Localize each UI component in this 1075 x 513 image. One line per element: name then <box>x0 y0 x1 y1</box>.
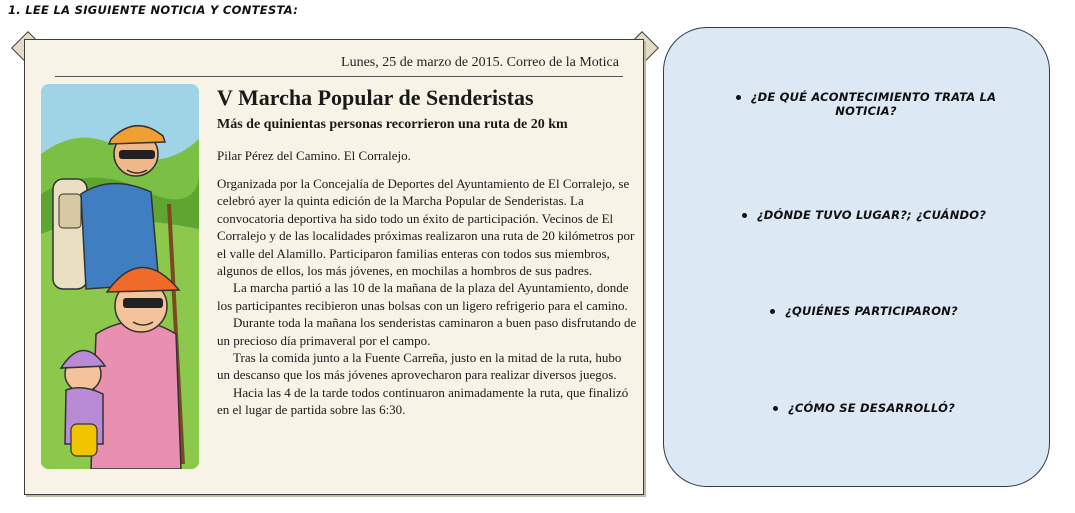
question-text: ¿CÓMO SE DESARROLLÓ? <box>787 401 956 415</box>
article-byline: Pilar Pérez del Camino. El Corralejo. <box>217 148 411 163</box>
article-paragraph: Durante toda la mañana los senderistas caminaron a buen paso disfrutando de un precioso día primaveral por el campo. <box>217 315 637 348</box>
question-item <box>704 401 1024 415</box>
article-paragraph: Tras la comida junto a la Fuente Carreña, justo en la mitad de la ruta, hubo un descanso que los más jóvenes aprovecharon para realizar diversos juegos. <box>217 350 622 383</box>
question-item <box>704 304 1024 318</box>
hikers-family-illustration <box>41 84 199 469</box>
article-paragraph: La marcha partió a las 10 de la mañana de la plaza del Ayuntamiento, donde los participantes recibieron unas bolsas con un ligero refrigerio para el camino. <box>217 280 629 313</box>
bullet-icon <box>770 309 775 314</box>
question-item <box>704 208 1024 222</box>
article-headline: V Marcha Popular de Senderistas <box>217 85 534 110</box>
bullet-icon <box>742 213 747 218</box>
question-text: ¿DE QUÉ ACONTECIMIENTO TRATA LA NOTICIA? <box>750 90 997 118</box>
newspaper-clipping <box>24 39 644 495</box>
news-article <box>217 84 637 419</box>
article-subheadline: Más de quinientas personas recorrieron una ruta de 20 km <box>217 117 568 132</box>
article-paragraph: Organizada por la Concejalía de Deportes del Ayuntamiento de El Corralejo, se celebró ayer la quinta edición de la Marcha Popular de Senderistas. La convocatoria deportiva ha sido todo un éxito de participación. Vecinos de El Corralejo y de las localidades próximas realizaron una ruta de 20 kilómetros por el valle del Alamillo. Participaron familias enteras con todos sus miembros, algunos de ellos, los más jóvenes, en mochilas a hombros de sus padres. <box>217 176 635 279</box>
article-paragraph: Hacia las 4 de la tarde todos continuaron animadamente la ruta, que finalizó en el lugar de partida sobre las 6:30. <box>217 384 629 418</box>
question-text: ¿DÓNDE TUVO LUGAR?; ¿CUÁNDO? <box>756 208 987 222</box>
exercise-instruction: 1. LEE LA SIGUIENTE NOTICIA Y CONTESTA: <box>8 3 299 17</box>
bullet-icon <box>773 406 778 411</box>
newspaper-dateline: Lunes, 25 de marzo de 2015. Correo de la Motica <box>341 55 619 70</box>
questions-panel <box>663 27 1050 487</box>
question-text: ¿QUIÉNES PARTICIPARON? <box>785 304 958 318</box>
bullet-icon <box>736 95 741 100</box>
article-body <box>217 175 637 419</box>
question-item <box>706 90 1026 118</box>
header-divider <box>55 76 623 77</box>
